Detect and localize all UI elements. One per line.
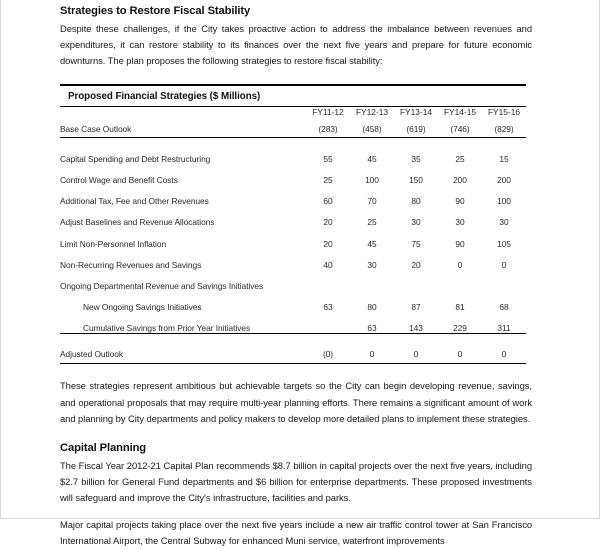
row-value: 45: [367, 153, 377, 164]
row-value: 87: [411, 302, 421, 313]
table-row: [60, 137, 526, 164]
row-value: 20: [411, 259, 421, 270]
row-value: 100: [365, 174, 379, 185]
column-header-fy14-15: FY14-15: [443, 106, 477, 117]
row-label: Non-Recurring Revenues and Savings: [60, 259, 202, 270]
row-label: Cumulative Savings from Prior Year Initiatives: [83, 323, 251, 334]
row-label: Additional Tax, Fee and Other Revenues: [60, 196, 209, 207]
row-value: 40: [323, 259, 333, 270]
row-value: 0: [482, 334, 526, 360]
row-value: 90: [455, 238, 465, 249]
table-title: Proposed Financial Strategies ($ Millions): [60, 86, 526, 107]
row-value: 0: [501, 259, 507, 270]
row-value: 30: [455, 217, 465, 228]
column-header-fy12-13: FY12-13: [355, 106, 389, 117]
row-value: 80: [367, 302, 377, 313]
post-table-paragraph: These strategies represent ambitious but achievable targets so the City can begin developing revenue, savings, and operational proposals that may require multi-year planning efforts. There remains a significant amount of work and planning by City departments and policy makers to develop more detailed plans to implement these strategies.: [60, 380, 532, 424]
column-header-label: [60, 107, 306, 117]
column-header-fy11-12: FY11-12: [312, 106, 344, 117]
row-value: (458): [350, 117, 394, 138]
financial-strategies-table: [60, 84, 526, 365]
row-label: New Ongoing Savings Initiatives: [83, 302, 202, 313]
row-value: 20: [323, 217, 333, 228]
row-value: 105: [497, 238, 511, 249]
row-value: (619): [394, 117, 438, 138]
table-header-row: [60, 107, 526, 117]
row-label: Limit Non-Personnel Inflation: [60, 238, 167, 249]
row-value: (829): [482, 117, 526, 138]
proposed-financial-strategies-grid: [60, 107, 526, 360]
row-value: 80: [411, 196, 421, 207]
row-value: 35: [411, 153, 421, 164]
intro-paragraph: Despite these challenges, if the City takes proactive action to address the imbalance between revenues and expenditures, it can restore stability to its finances over the next five years and prepare for future economic downturns. The plan proposes the following strategies to restore fiscal stability:: [60, 23, 532, 67]
table-row: [60, 206, 526, 227]
row-value: 0: [394, 334, 438, 360]
capital-planning-heading: Capital Planning: [60, 441, 147, 454]
table-row: [60, 249, 526, 270]
row-value: 0: [350, 334, 394, 360]
row-label: Capital Spending and Debt Restructuring: [60, 153, 211, 164]
row-value: 63: [323, 302, 333, 313]
row-value: 25: [455, 153, 465, 164]
row-value: 25: [323, 174, 333, 185]
table-row: [60, 185, 526, 206]
capital-planning-paragraph-2: Major capital projects taking place over the next five years include a new air traffic control tower at San Francisco International Airport, the Central Subway for enhanced Muni service, waterfront improvements: [60, 518, 532, 546]
row-label: Adjusted Outlook: [60, 334, 306, 360]
column-header-fy13-14: FY13-14: [399, 106, 433, 117]
row-value: 30: [367, 259, 377, 270]
row-label: Control Wage and Benefit Costs: [60, 174, 178, 185]
row-value: 30: [411, 217, 421, 228]
row-value: 200: [453, 174, 467, 185]
table-row: [60, 270, 526, 291]
row-value: 75: [411, 238, 421, 249]
row-value: [438, 270, 482, 291]
row-value: 150: [409, 174, 423, 185]
row-value: 55: [323, 153, 333, 164]
row-label: Adjust Baselines and Revenue Allocations: [60, 217, 215, 228]
row-value: 200: [497, 174, 511, 185]
table-row-base-case: [60, 117, 526, 138]
row-value: 311: [497, 323, 511, 334]
row-value: 60: [323, 196, 333, 207]
row-value: 70: [367, 196, 377, 207]
table-row: [60, 291, 526, 312]
row-value: 0: [438, 334, 482, 360]
row-value: 90: [455, 196, 465, 207]
row-value: 68: [499, 302, 509, 313]
table-row-adjusted-outlook: [60, 334, 526, 360]
page-title: Strategies to Restore Fiscal Stability: [60, 5, 251, 17]
row-value: 229: [453, 323, 467, 334]
row-value: 30: [499, 217, 509, 228]
row-value: 25: [367, 217, 377, 228]
row-value: (0): [306, 334, 350, 360]
table-row: [60, 312, 526, 334]
row-value: (283): [306, 117, 350, 138]
row-value: [306, 312, 350, 334]
row-value: 81: [455, 302, 465, 313]
row-value: 0: [457, 259, 463, 270]
row-value: 15: [499, 153, 509, 164]
table-row: [60, 227, 526, 248]
row-value: 143: [409, 323, 423, 334]
row-value: [394, 270, 438, 291]
capital-planning-paragraph-1: The Fiscal Year 2012-21 Capital Plan recommends $8.7 billion in capital projects over the next five years, including $2.7 billion for General Fund departments and $6 billion for enterprise departments. These proposed investments will safeguard and improve the City's infrastructure, facilities and parks.: [60, 459, 532, 504]
row-value: [306, 270, 350, 291]
row-value: 100: [497, 196, 511, 207]
column-header-fy15-16: FY15-16: [487, 106, 521, 117]
document-content: [60, 4, 532, 549]
row-value: 20: [323, 238, 333, 249]
row-value: [482, 270, 526, 291]
row-label: Base Case Outlook: [60, 117, 306, 138]
row-value: (746): [438, 117, 482, 138]
table-row: [60, 164, 526, 185]
row-label: Ongoing Departmental Revenue and Savings Initiatives: [60, 280, 264, 291]
row-value: 63: [367, 323, 377, 334]
row-value: [350, 270, 394, 291]
row-value: 45: [367, 238, 377, 249]
